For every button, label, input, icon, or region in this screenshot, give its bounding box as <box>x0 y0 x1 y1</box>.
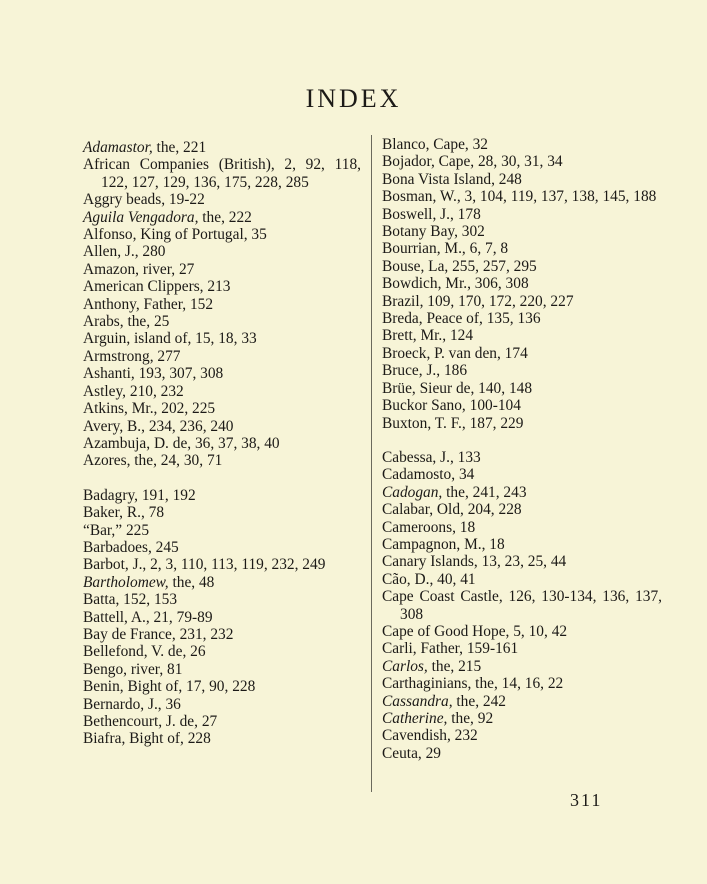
index-entry <box>382 397 662 414</box>
entry-text: Campagnon, M., 18 <box>382 535 505 553</box>
entry-text: Bosman, W., 3, 104, 119, 137, 138, 145, 188 <box>382 188 657 206</box>
entry-text: the, 92 <box>447 710 494 727</box>
index-entry <box>382 553 662 570</box>
entry-text: the, 242 <box>452 692 506 710</box>
index-entry <box>83 383 361 400</box>
entry-text: the, 48 <box>168 573 215 591</box>
entry-text: Bouse, La, 255, 257, 295 <box>382 257 537 275</box>
entry-text: Bowdich, Mr., 306, 308 <box>382 275 529 293</box>
entry-text: Arguin, island of, 15, 18, 33 <box>83 330 257 348</box>
index-entry <box>83 678 361 695</box>
entry-italic-title: Cassandra, <box>382 692 453 710</box>
index-entry <box>382 310 662 327</box>
entry-italic-title: Bartholomew, <box>83 573 169 591</box>
entry-text: Buxton, T. F., 187, 229 <box>382 414 524 432</box>
index-entry <box>382 171 662 188</box>
entry-text: Broeck, P. van den, 174 <box>382 344 528 362</box>
entry-text: Ceuta, 29 <box>382 744 441 762</box>
index-entry <box>382 327 662 344</box>
index-entry <box>83 504 361 521</box>
index-entry <box>382 466 662 483</box>
entry-text: Breda, Peace of, 135, 136 <box>382 310 541 328</box>
index-entry <box>382 710 662 727</box>
index-entry <box>83 226 361 243</box>
entry-text: Arabs, the, 25 <box>83 313 170 331</box>
entry-text: Battell, A., 21, 79-89 <box>83 608 213 626</box>
entry-text: Allen, J., 280 <box>83 243 166 261</box>
column-divider <box>371 135 372 792</box>
entry-text: Brett, Mr., 124 <box>382 327 474 345</box>
index-entry <box>83 296 361 313</box>
index-entry <box>83 643 361 660</box>
index-entry <box>83 209 361 226</box>
entry-text: Botany Bay, 302 <box>382 223 485 241</box>
entry-text: Amazon, river, 27 <box>83 260 195 278</box>
index-column-left <box>83 139 361 748</box>
entry-text: Brüe, Sieur de, 140, 148 <box>382 379 533 397</box>
index-entry <box>382 380 662 397</box>
entry-text: Astley, 210, 232 <box>83 382 184 400</box>
entry-text: Bellefond, V. de, 26 <box>83 643 206 661</box>
index-entry <box>382 240 662 257</box>
entry-text: Bona Vista Island, 248 <box>382 170 522 188</box>
entry-text: Carli, Father, 159-161 <box>382 640 519 658</box>
entry-text: Azambuja, D. de, 36, 37, 38, 40 <box>83 434 280 452</box>
index-entry <box>382 693 662 710</box>
index-entry <box>382 727 662 744</box>
entry-text: Brazil, 109, 170, 172, 220, 227 <box>382 292 574 310</box>
entry-text: the, 241, 243 <box>442 483 527 501</box>
page-number: 311 <box>570 790 603 810</box>
index-entry <box>382 623 662 640</box>
entry-text: Cavendish, 232 <box>382 727 478 745</box>
index-entry <box>83 730 361 747</box>
index-entry <box>83 156 361 191</box>
index-entry <box>83 139 361 156</box>
index-entry <box>382 153 662 170</box>
index-entry <box>382 188 662 205</box>
entry-text: the, 215 <box>427 657 482 675</box>
entry-italic-title: Catherine, <box>382 710 448 727</box>
entry-italic-title: Cadogan, <box>382 483 443 501</box>
index-entry <box>83 400 361 417</box>
index-entry <box>382 449 662 466</box>
entry-text: Bay de France, 231, 232 <box>83 625 234 643</box>
entry-text: Carthaginians, the, 14, 16, 22 <box>382 675 564 693</box>
entry-text: Cape Coast Castle, 126, 130-134, 136, 137, 308 <box>382 588 662 623</box>
entry-text: Boswell, J., 178 <box>382 205 481 223</box>
index-entry <box>382 588 662 623</box>
index-entry <box>83 487 361 504</box>
index-entry <box>382 571 662 588</box>
index-entry <box>382 658 662 675</box>
entry-text: Canary Islands, 13, 23, 25, 44 <box>382 553 567 571</box>
index-entry <box>83 609 361 626</box>
entry-text: Armstrong, 277 <box>83 347 181 365</box>
entry-text: Batta, 152, 153 <box>83 591 178 609</box>
index-entry <box>83 626 361 643</box>
index-entry <box>83 348 361 365</box>
index-entry <box>382 206 662 223</box>
entry-text: Badagry, 191, 192 <box>83 486 196 504</box>
entry-text: Atkins, Mr., 202, 225 <box>83 400 216 418</box>
index-entry <box>83 278 361 295</box>
index-entry <box>83 435 361 452</box>
index-entry <box>83 313 361 330</box>
index-entry <box>83 261 361 278</box>
index-entry <box>382 345 662 362</box>
index-entry <box>83 418 361 435</box>
entry-text: Barbot, J., 2, 3, 110, 113, 119, 232, 249 <box>83 556 326 574</box>
entry-text: Aggry beads, 19-22 <box>83 191 205 209</box>
index-entry <box>382 415 662 432</box>
entry-italic-title: Adamastor, <box>83 139 153 156</box>
entry-text: Anthony, Father, 152 <box>83 295 214 313</box>
index-entry <box>382 519 662 536</box>
entry-italic-title: Aguila Vengadora, <box>83 208 199 226</box>
entry-text: Blanco, Cape, 32 <box>382 136 488 153</box>
index-entry <box>382 223 662 240</box>
entry-text: Bernardo, J., 36 <box>83 695 181 713</box>
entry-text: Cadamosto, 34 <box>382 466 475 484</box>
entry-text: the, 221 <box>152 139 207 156</box>
entry-text: Bethencourt, J. de, 27 <box>83 713 218 730</box>
index-entry <box>382 275 662 292</box>
page-title: INDEX <box>305 84 402 113</box>
index-entry <box>382 640 662 657</box>
index-entry <box>382 745 662 762</box>
entry-text: American Clippers, 213 <box>83 278 231 296</box>
entry-text: Avery, B., 234, 236, 240 <box>83 417 234 435</box>
index-entry <box>382 536 662 553</box>
index-entry <box>83 696 361 713</box>
entry-text: the, 222 <box>198 208 252 226</box>
index-entry <box>83 556 361 573</box>
index-entry <box>382 293 662 310</box>
entry-text: Azores, the, 24, 30, 71 <box>83 452 223 470</box>
index-entry <box>83 539 361 556</box>
entry-text: Cape of Good Hope, 5, 10, 42 <box>382 622 568 640</box>
letter-group-gap <box>83 470 361 487</box>
index-entry <box>83 591 361 608</box>
index-entry <box>83 574 361 591</box>
index-entry <box>382 484 662 501</box>
entry-text: Baker, R., 78 <box>83 504 165 522</box>
entry-text: Ashanti, 193, 307, 308 <box>83 365 224 383</box>
entry-text: Cão, D., 40, 41 <box>382 570 476 588</box>
entry-text: “Bar,” 225 <box>83 521 150 539</box>
index-entry <box>83 452 361 469</box>
index-entry <box>382 362 662 379</box>
letter-group-gap <box>382 432 662 449</box>
entry-text: Cameroons, 18 <box>382 518 476 536</box>
entry-text: Biafra, Bight of, 228 <box>83 730 211 748</box>
entry-text: Bruce, J., 186 <box>382 362 468 380</box>
entry-text: Bojador, Cape, 28, 30, 31, 34 <box>382 153 563 171</box>
entry-text: Alfonso, King of Portugal, 35 <box>83 226 267 244</box>
index-entry <box>83 243 361 260</box>
index-entry <box>83 365 361 382</box>
index-entry <box>83 522 361 539</box>
entry-text: Buckor Sano, 100-104 <box>382 397 521 415</box>
entry-text: Bengo, river, 81 <box>83 660 183 678</box>
index-entry <box>83 330 361 347</box>
index-entry <box>382 258 662 275</box>
entry-text: Cabessa, J., 133 <box>382 448 481 466</box>
entry-text: Calabar, Old, 204, 228 <box>382 501 522 519</box>
entry-text: Bourrian, M., 6, 7, 8 <box>382 240 509 258</box>
entry-text: Benin, Bight of, 17, 90, 228 <box>83 678 256 696</box>
index-entry <box>382 675 662 692</box>
index-entry <box>83 191 361 208</box>
index-entry <box>83 713 361 730</box>
index-column-right <box>382 136 662 762</box>
entry-text: Barbadoes, 245 <box>83 538 179 556</box>
entry-italic-title: Carlos, <box>382 657 428 675</box>
index-entry <box>83 661 361 678</box>
index-entry <box>382 136 662 153</box>
entry-text: African Companies (British), 2, 92, 118, 122, 127, 129, 136, 175, 228, 285 <box>83 156 361 191</box>
index-entry <box>382 501 662 518</box>
